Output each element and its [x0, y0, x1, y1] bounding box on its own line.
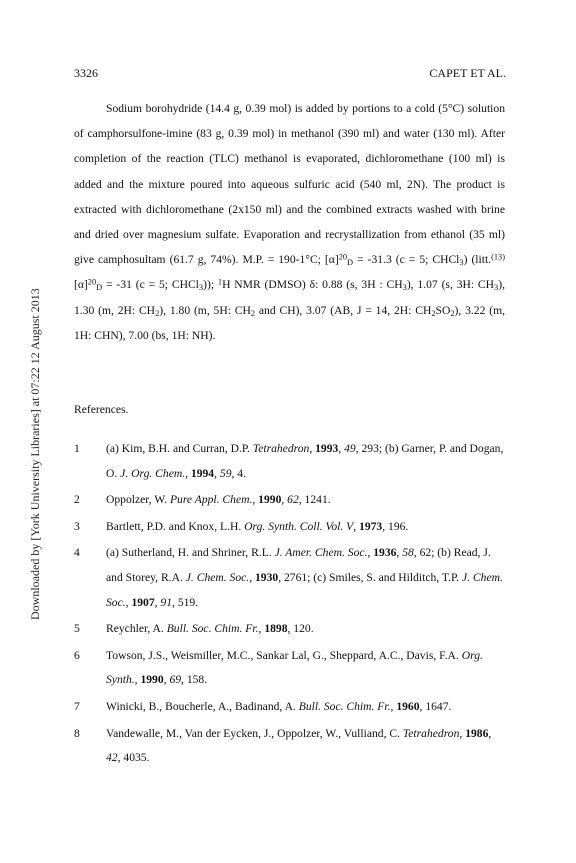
download-watermark: Downloaded by [York University Libraries] at 07:22 12 August 2013 [28, 288, 42, 620]
reference-text: Reychler, A. Bull. Soc. Chim. Fr., 1898, 120. [106, 622, 314, 636]
procedure-paragraph [74, 96, 505, 348]
running-head: CAPET ET AL. [429, 66, 506, 80]
reference-text: (a) Kim, B.H. and Curran, D.P. Tetrahedron, 1993, 49, 293; (b) Garner, P. and Dogan, O. J. Org. Chem., 1994, 59, 4. [106, 442, 504, 480]
procedure-text: Sodium borohydride (14.4 g, 0.39 mol) is added by portions to a cold (5°C) solution of camphorsulfone-imine (83 g, 0.39 mol) in methanol (390 ml) and water (130 ml). After completion of the reaction (TLC) methanol is evaporated, dichloromethane (100 ml) is added and the mixture poured into aqueous sulfuric acid (540 ml, 2N). The product is extracted with dichloromethane (2x150 ml) and the combined extracts washed with brine and dried over magnesium sulfate. Evaporation and recrystallization from ethanol (35 ml) give camphosultam (61.7 g, 74%). M.P. = 190-1°C; $[\alpha]^{20}_D = -31.3$ (c = 5; CHCl$_3$) (litt.$^{(13)}$ $[\alpha]^{20}_D = -31$ (c = 5; CHCl$_3$)); $^1$H NMR (DMSO) δ: 0.88 (s, 3H : $CH_3$), 1.07 (s, 3H: $CH_3$), 1.30 (m, 2H: $CH_2$), 1.80 (m, 5H: $CH_2$ and CH), 3.07 (AB, J = 14, 2H: $CH_2SO_2$), 3.22 (m, 1H: CHN), 7.00 (bs, 1H: NH). [74, 102, 506, 342]
reference-item [74, 515, 506, 540]
references-heading: References. [74, 403, 129, 416]
reference-text: Winicki, B., Boucherle, A., Badinand, A. Bull. Soc. Chim. Fr., 1960, 1647. [106, 699, 452, 713]
reference-number: 2 [74, 493, 80, 507]
reference-text: Bartlett, P.D. and Knox, L.H. Org. Synth. Coll. Vol. V, 1973, 196. [106, 519, 409, 533]
reference-text: Oppolzer, W. Pure Appl. Chem., 1990, 62, 1241. [106, 493, 331, 507]
reference-number: 1 [74, 442, 80, 455]
reference-number: 5 [74, 622, 80, 636]
page-header [74, 66, 506, 82]
page-number: 3326 [74, 66, 98, 80]
reference-text: (a) Sutherland, H. and Shriner, R.L. J. Amer. Chem. Soc., 1936, 58, 62; (b) Read, J. and Storey, R.A. J. Chem. Soc., 1930, 2761; (c) Smiles, S. and Hilditch, T.P. J. Chem. Soc., 1907, 91, 519. [106, 546, 503, 609]
reference-item [74, 437, 506, 486]
reference-text: Vandewalle, M., Van der Eycken, J., Oppolzer, W., Vulliand, C. Tetrahedron, 1986, 42, 4035. [106, 726, 492, 765]
reference-item [74, 488, 506, 513]
reference-item [74, 722, 506, 771]
reference-number: 6 [74, 648, 80, 662]
reference-list [74, 437, 506, 773]
reference-text: Towson, J.S., Weismiller, M.C., Sankar Lal, G., Sheppard, A.C., Davis, F.A. Org. Synth., 1990, 69, 158. [106, 648, 483, 687]
reference-item [74, 695, 506, 720]
reference-number: 7 [74, 699, 80, 713]
reference-item [74, 541, 506, 615]
reference-item [74, 644, 506, 693]
reference-number: 4 [74, 546, 80, 560]
reference-item [74, 617, 506, 642]
reference-number: 8 [74, 726, 80, 740]
reference-number: 3 [74, 519, 80, 533]
